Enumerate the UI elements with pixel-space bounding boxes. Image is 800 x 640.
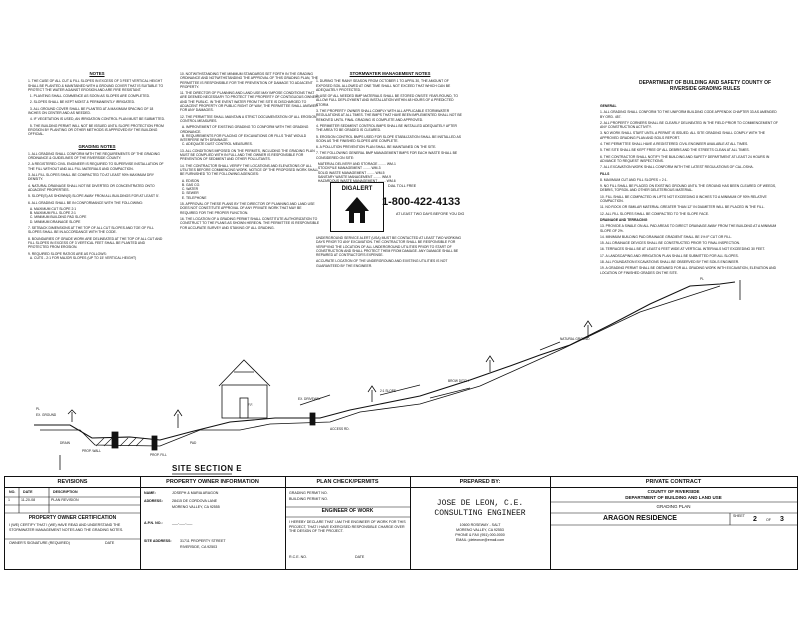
rev-col-description: DESCRIPTION [53,490,78,494]
owner-name-label: NAME: [144,491,156,495]
prepared-by-panel: PREPARED BY: JOSE DE LEON, C.E. CONSULTING ENGINEER 10600 ROSEWAY - SALT MORENO VALLEY, CA 92553 PHONE & FAX (951) 000-0000 EMAIL: jdeleonce@email.com [410,477,551,569]
digalert-phone: 1-800-422-4133 [382,196,461,208]
engineer-name: JOSE DE LEON, C.E. [436,499,524,508]
svg-text:DRAIN: DRAIN [60,441,70,445]
plan-check-panel: PLAN CHECK/PERMITS GRADING PERMIT NO. BUILDING PERMIT NO. ENGINEER OF WORK I HEREBY DECLARE THAT I AM THE ENGINEER OF WORK FOR THIS PROJECT, THAT I HAVE EXERCISED RESPONSIBLE CHARGE OVER THE DESIGN OF THE PROJECT. R.C.E. NO. DATE [285,477,411,569]
owner-info-title: PROPERTY OWNER INFORMATION [140,477,285,488]
notes-title: NOTES [89,71,105,76]
sheet-label: SHEET [733,514,745,518]
site-city: RIVERSIDE, CA 92503 [180,545,218,549]
private-contract-grid [550,477,797,569]
department-title: DEPARTMENT OF BUILDING AND SAFETY COUNTY OF RIVERSIDE GRADING RULES [638,80,772,92]
building-permit-label: BUILDING PERMIT NO. [289,497,328,501]
svg-text:PROP. FILL: PROP. FILL [150,453,167,457]
grading-permit-label: GRADING PERMIT NO. [289,491,328,495]
engineer-firm: CONSULTING ENGINEER [434,509,526,518]
owner-cert-title: PROPERTY OWNER CERTIFICATION [28,515,117,521]
department-label: DEPARTMENT OF BUILDING AND LAND USE [625,495,722,500]
plan-check-title: PLAN CHECK/PERMITS [285,477,410,488]
site-address: 31711 PROPERTY STREET [180,539,226,543]
section-title: SITE SECTION E [172,464,243,473]
revisions-panel: REVISIONS NO. DATE DESCRIPTION 1 11-20-08 PLAN REVISION PROPERTY OWNER CERTIFICATION I (WE) CERTIFY THAT I (WE) HAVE READ AND UNDERSTAND THE STORMWATER MANAGEMENT NOTES AND THE GRADING NOTES. OWNER'S SIGNATURE (REQUIRED) DATE [5,477,141,569]
owner-address: 28415 DE CORDOVA LANE [172,499,218,503]
sheets-total: 3 [780,516,784,523]
owner-city: MORENO VALLEY, CA 92555 [172,505,220,509]
rev-col-date: DATE [23,490,33,494]
stormwater-column: STORMWATER MANAGEMENT NOTES 1. DURING THE RAINY SEASON FROM OCTOBER 1 TO APRIL 30, THE AMOUNT OF EXPOSED SOIL ALLOWED AT ONE TIME SHALL NOT EXCEED THAT WHICH CAN BE ADEQUATELY PROTECTED. 2. USE OF ALL NEEDED BMP MATERIALS SHALL BE STORED ONSITE YEAR-ROUND, TO ALLOW FULL DEPLOYMENT AND INSTALLATION WITHIN 48 HOURS OF A PREDICTED STORM. 3. THE PROPERTY OWNER SHALL COMPLY WITH ALL APPLICABLE STORMWATER REGULATIONS AT ALL TIMES. THE BMPS THAT HAVE BEEN IMPLEMENTED SHALL NOT BE REMOVED UNTIL FINAL GRADING IS COMPLETE AND APPROVED. 4. PERIMETER SEDIMENT CONTROL BMPS SHALL BE INSTALLED ADEQUATELY AFTER THE AREA TO BE GRADED IS CLEARED. 5. EROSION CONTROL BMPS USED FOR SLOPE STABILIZATION SHALL BE INSTALLED AS SOON AS THE FINISHED SLOPES ARE COMPLETE. 6. A POLLUTION PREVENTION PLAN SHALL BE MAINTAINED ON THE SITE. 7. THE FOLLOWING GENERAL BMP MANAGEMENT BMPS FOR EACH WASTE SHALL BE CONSIDERED ON SITE: MATERIAL DELIVERY AND STORAGE ........ WM-1 STOCKPILE MANAGEMENT ........ WM-3 SOLID WASTE MANAGEMENT ........ WM-5 SANITARY WASTE MANAGEMENT ........ WM-9 HAZARDOUS WASTE MANAGEMENT ........ WM-6 [316,72,464,186]
svg-text:BROW DITCH: BROW DITCH [448,379,469,383]
revisions-title: REVISIONS [5,477,140,488]
of-label: OF [766,518,771,522]
digalert-toll: DIAL TOLL FREE [388,184,417,188]
project-name: ARAGON RESIDENCE [603,515,677,522]
grading-notes-title: GRADING NOTES [78,143,116,149]
svg-text:NATURAL GROUND: NATURAL GROUND [560,337,590,341]
stormwater-title: STORMWATER MANAGEMENT NOTES [349,71,431,76]
department-rules: GENERAL 1. ALL GRADING SHALL CONFORM TO THE UNIFORM BUILDING CODE APPENDIX CHAPTER 33 AS AMENDED BY ORD. 457. 2. ALL PROPERTY CORNERS SHALL BE CLEARLY DELINEATED IN THE FIELD PRIOR TO COMMENCEMENT OF ANY CONSTRUCTION ACTIVITY. 3. NO WORK SHALL START UNTIL A PERMIT IS ISSUED. ALL SITE GRADING SHALL COMPLY WITH THE APPROVED GRADING PLAN AND SOILS REPORT. 4. THE PERMITTEE SHALL HAVE A REGISTERED CIVIL ENGINEER AVAILABLE AT ALL TIMES. 5. THE SITE SHALL BE KEPT FREE OF ALL DEBRIS AND THE STREETS CLEAN AT ALL TIMES. 6. THE CONTRACTOR SHALL NOTIFY THE BUILDING AND SAFETY DEPARTMENT AT LEAST 24 HOURS IN ADVANCE TO REQUEST INSPECTIONS. 7. ALL EXCAVATION WORK SHALL CONFORM WITH THE LATEST REGULATIONS OF CAL-OSHA. FILLS 8. MAXIMUM CUT AND FILL SLOPES = 2:1. 9. NO FILL SHALL BE PLACED ON EXISTING GROUND UNTIL THE GROUND HAS BEEN CLEARED OF WEEDS, DEBRIS, TOPSOIL AND OTHER DELETERIOUS MATERIAL. 10. FILL SHALL BE COMPACTED IN LIFTS NOT EXCEEDING 8 INCHES TO A MINIMUM OF 90% RELATIVE COMPACTION. 11. NO ROCK OR SIMILAR MATERIAL GREATER THAN 12" IN DIAMETER WILL BE PLACED IN THE FILL. 12. ALL FILL SLOPES SHALL BE COMPACTED TO THE SLOPE FACE. DRAINAGE AND TERRACING 13. PROVIDE A SWALE ON ALL PAD AREAS TO DIRECT DRAINAGE AWAY FROM THE BUILDING AT A MINIMUM SLOPE OF 2%. 14. MINIMUM BUILDING PAD DRAINAGE GRADIENT SHALL BE 1% IF CUT OR FILL. 15. ALL DRAINAGE DEVICES SHALL BE CONSTRUCTED PRIOR TO FINAL INSPECTION. 16. TERRACES SHALL BE AT LEAST 6 FEET WIDE AT VERTICAL INTERVALS NOT EXCEEDING 30 FEET. 17. A LANDSCAPING AND IRRIGATION PLAN SHALL BE SUBMITTED FOR ALL SLOPES. 18. ALL FOUNDATION EXCAVATIONS SHALL BE OBSERVED BY THE SOILS ENGINEER. 19. A GRADING PERMIT SHALL BE OBTAINED FOR ALL GRADING WORK WITH EXCAVATION, ELEVATION AND LOCATION OF FINISHED GRADES ON THE SITE. [600,104,778,275]
notes-column-2: 10. NOTWITHSTANDING THE MINIMUM STANDARDS SET FORTH IN THE GRADING ORDINANCE AND NOTWITHSTANDING THE APPROVAL OF THIS GRADING PLAN, THE PERMITTEE IS RESPONSIBLE FOR THE PREVENTION OF DAMAGE TO ADJACENT PROPERTY. 11. THE DIRECTOR OF PLANNING AND LAND USE MAY IMPOSE CONDITIONS THAT ARE DEEMED NECESSARY TO PROTECT THE PROPERTY OF CONTIGUOUS OWNERS AND THE PUBLIC. IN THE EVENT WATER FROM THE SITE IS DISCHARGED TO ADJACENT PROPERTY OR PUBLIC RIGHT OF WAY, THE PERMITTEE SHALL ANSWER FOR ANY DAMAGES. 12. THE PERMITTEE SHALL MAINTAIN A STRICT DOCUMENTATION OF ALL EROSION CONTROL MEASURES. A. IMPROVEMENT OF EXISTING GRADING TO CONFORM WITH THE GRADING ORDINANCE. B. REQUIREMENTS FOR PLACING OF EXCAVATIONS OR FILLS THAT WOULD INTERFERE WITH DRAINAGE. C. ADEQUATE DUST CONTROL MEASURES. 13. ALL CONDITIONS IMPOSED ON THE PERMITS, INCLUDING THE GRADING PLAN MUST BE COMPLIED WITH IN FULL AND THE OWNER IS RESPONSIBLE FOR PREVENTION OF SEDIMENT AND OTHER POLLUTANTS. 14. THE CONTRACTOR SHALL VERIFY THE LOCATIONS AND ELEVATIONS OF ALL UTILITIES BEFORE COMMENCING WORK. NOTICE OF THE PROPOSED WORK SHALL BE FURNISHED TO THE FOLLOWING AGENCIES: A. EDISON B. GAS CO. C. WATER D. SEWER E. TELEPHONE 15. APPROVAL OF THESE PLANS BY THE DIRECTOR OF PLANNING AND LAND USE DOES NOT CONSTITUTE APPROVAL OF ANY PRIVATE WORK THAT MAY BE REQUIRED FOR THE PROPER FUNCTION. 16. THE LOCATION OF A GRADING PERMIT SHALL CONSTITUTE AUTHORIZATION TO CONSTRUCT TO THE PLANS AS SHOWN HEREON. THE PERMITTEE IS RESPONSIBLE FOR ACCURATE SURVEY AND STAKING OF ALL GRADING. [180,72,320,230]
private-contract-title: PRIVATE CONTRACT [550,477,797,488]
site-address-label: SITE ADDRESS: [144,539,172,543]
digalert-name: DIGALERT [341,186,373,192]
title-block [4,476,798,570]
engineer-of-work-title: ENGINEER OF WORK [321,508,374,514]
svg-text:ACCESS RD.: ACCESS RD. [330,427,350,431]
owner-info-panel [140,477,286,569]
svg-text:PROP. WALL: PROP. WALL [82,449,101,453]
rev-col-no: NO. [9,490,16,494]
svg-text:PAD: PAD [190,441,197,445]
svg-text:F.F.: F.F. [248,403,253,407]
digalert-hours: AT LEAST TWO DAYS BEFORE YOU DIG [396,212,465,216]
owner-address-label: ADDRESS: [144,499,163,503]
notes-column: NOTES 1. THE CASE OF ALL CUT & FILL SLOPES IN EXCESS OF 3 FEET VERTICAL HEIGHT SHALL BE PLANTED & MAINTAINED WITH A GROUND COVER THAT IS SUITABLE TO PROTECT THE WATER AGAINST EROSION AND ARE FIRE RESISTANT. 1. PLANTING SHALL COMMENCE AS SOON AS SLOPES ARE COMPLETED. 2. SLOPES SHALL BE KEPT MOIST & PERMANENTLY IRRIGATED. 3. ALL GROUND COVER SHALL BE PLANTED AT A MAXIMUM SPACING OF 18 INCHES ON CENTER AND AS NEEDED. 4. IF VEGETATION IS USED, AN IRRIGATION CONTROL PLAN MUST BE SUBMITTED. 5. THE BUILDING PERMIT WILL NOT BE ISSUED UNTIL SLOPE PROTECTION FROM EROSION BY PLANTING OR OTHER METHODS IS APPROVED BY THE BUILDING OFFICIAL. GRADING NOTES 1. ALL GRADING SHALL CONFORM WITH THE REQUIREMENTS OF THE GRADING ORDINANCE & GUIDELINES OF THE RIVERSIDE COUNTY. 2. A REGISTERED CIVIL ENGINEER IS REQUIRED TO SUPERVISE INSTALLATION OF THE FILL WITHOUT AND ALL FILL MATERIALS AND COMPACTION. 3. ALL FILL SLOPES SHALL BE COMPACTED TO AT LEAST 90% MAXIMUM DRY DENSITY. 4. NATURAL DRAINAGE SHALL NOT BE DIVERTED OR CONCENTRATED ONTO ADJACENT PROPERTIES. 5. SLOPE(S) AS SHOWN(S) SLOPE AWAY FROM ALL BUILDINGS FOR AT LEAST 5'. 6. ALL GRADING SHALL BE IN CONFORMANCE WITH THE FOLLOWING: A. MAXIMUM CUT SLOPE 2:1 B. MAXIMUM FILL SLOPE 2:1 C. MINIMUM BUILDING PAD SLOPE D. MINIMUM DRAINAGE SLOPE 7. SETBACK DIMENSIONS AT THE TOP OF ALL CUT SLOPES AND TOE OF FILL SLOPES SHALL BE IN ACCORDANCE WITH THE CODE. 8. BOUNDARIES OF GRADE WORK ARE DELINEATED AT THE TOP OF ALL CUT AND FILL SLOPES IN EXCESS OF 3 VERTICAL FEET SHALL BE PLANTED AND PROTECTED FROM EROSION. 9. REQUIRED SLOPE RATIOS ARE AS FOLLOWS: A. CUTS - 2:1 FOR MAJOR SLOPES (UP TO 15' VERTICAL HEIGHT) [28,71,165,260]
svg-text:EX. DRIVEWAY: EX. DRIVEWAY [298,397,321,401]
owner-name: JOSEPH & MARIA ARAGON [172,491,219,495]
prepared-by-title: PREPARED BY: [410,477,550,488]
svg-text:PL: PL [700,277,704,281]
underground-notice: UNDERGROUND SERVICE ALERT (USA) MUST BE CONTACTED AT LEAST TWO WORKING DAYS PRIOR TO ANY EXCAVATION. THE CONTRACTOR SHALL BE RESPONSIBLE FOR VERIFYING THE LOCATION OF ALL UNDERGROUND UTILITIES PRIOR TO START OF CONSTRUCTION AND SHALL PROTECT THEM FROM DAMAGE. ANY DAMAGE SHALL BE REPAIRED AT CONTRACTOR'S EXPENSE. ACCURATE LOCATION OF THE UNDERGROUND AND EXISTING UTILITIES IS NOT GUARANTEED BY THE ENGINEER. [316,236,462,268]
apn-label: A.P.N. NO.: [144,521,163,525]
svg-text:PL: PL [36,407,40,411]
sheet-number: 2 [753,516,757,523]
plan-type: GRADING PLAN [656,504,691,509]
svg-text:2:1 SLOPE: 2:1 SLOPE [380,389,396,393]
svg-text:EX. GROUND: EX. GROUND [36,413,57,417]
county-label: COUNTY OF RIVERSIDE [647,489,700,494]
apn-value: ___-___-___ [172,521,193,525]
private-contract-panel [550,477,797,569]
